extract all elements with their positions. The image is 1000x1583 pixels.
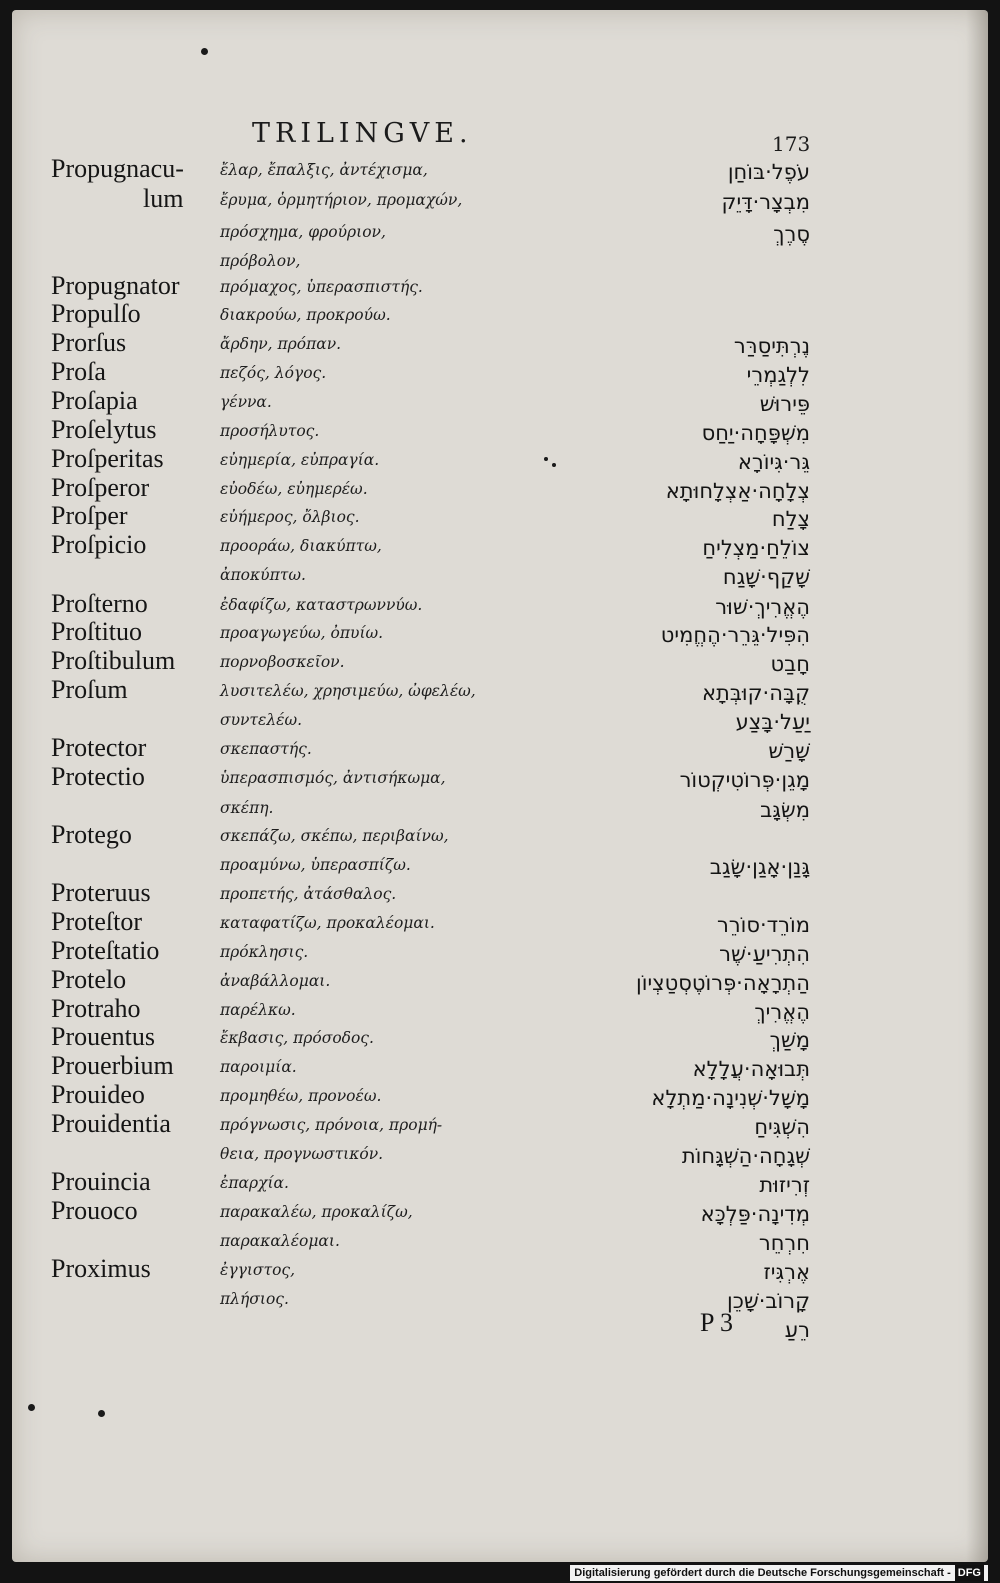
- greek-gloss: γέννα.: [220, 393, 272, 411]
- latin-term: lum: [143, 184, 184, 213]
- hebrew-gloss: הִשְׁגִּיחַ: [754, 1115, 810, 1139]
- entry-row: [12, 878, 988, 912]
- running-header: TRILINGVE.: [252, 118, 473, 149]
- entry-row: [12, 1109, 988, 1143]
- hebrew-gloss: צְלָחָה·אַצְלָחוּתָא: [665, 479, 810, 503]
- latin-term: Proſum: [51, 675, 128, 704]
- greek-gloss: προμηθέω, προνοέω.: [220, 1087, 382, 1105]
- greek-gloss: προαμύνω, ὑπερασπίζω.: [220, 856, 411, 874]
- entry-row: [12, 473, 988, 507]
- latin-term: Propulſo: [51, 299, 141, 328]
- entry-row: [12, 357, 988, 391]
- greek-gloss: πρόκλησις.: [220, 943, 309, 961]
- entry-row: [12, 184, 988, 218]
- latin-term: Protelo: [51, 965, 127, 994]
- hebrew-gloss: שָׁרַשׁ: [768, 739, 810, 763]
- hebrew-gloss: מְדִינָה·פַּלְכָּא: [700, 1202, 810, 1226]
- entry-row: [12, 646, 988, 680]
- hebrew-gloss: חָבַט: [770, 652, 810, 676]
- latin-term: Prouidentia: [51, 1109, 171, 1138]
- hebrew-gloss: מִשְׂגָּב: [760, 798, 810, 822]
- hebrew-gloss: צוֹלֵחַ·מַצְלִיחַ: [702, 536, 810, 560]
- latin-term: Prouoco: [51, 1196, 138, 1225]
- hebrew-gloss: גֵּר·גִּיוֹרָא: [737, 450, 810, 474]
- greek-gloss: εὐήμερος, ὄλβιος.: [220, 508, 360, 526]
- entry-row: [12, 444, 988, 478]
- dfg-logo: DFG: [955, 1565, 984, 1581]
- hebrew-gloss: לִלְגַמְרֵי: [746, 363, 810, 387]
- greek-gloss: παρακαλέω, προκαλίζω,: [220, 1203, 413, 1221]
- hebrew-gloss: הַתְרָאָה·פְּרוֹטֶסְטַצְיוֹן: [636, 971, 810, 995]
- entry-row: [12, 501, 988, 535]
- hebrew-gloss: קֻבָּה·קוּבְּתָא: [701, 681, 810, 705]
- entry-row: [12, 936, 988, 970]
- greek-gloss: συντελέω.: [220, 711, 303, 729]
- entry-row: [12, 1167, 988, 1201]
- entry-row: [12, 589, 988, 623]
- latin-term: Proſperor: [51, 473, 150, 502]
- greek-gloss: ἐδαφίζω, καταστρωννύω.: [220, 596, 423, 614]
- hebrew-gloss: עֹפֶל·בּוֹחַן: [727, 160, 810, 184]
- greek-gloss: θεια, προγνωστικόν.: [220, 1145, 384, 1163]
- latin-term: Proteſtor: [51, 907, 142, 936]
- hebrew-gloss: גָּנַן·אָגַן·שָׂגַב: [709, 855, 810, 879]
- page-number: 173: [772, 132, 811, 156]
- entry-row: [12, 299, 988, 333]
- hebrew-gloss: רֵעַ: [784, 1318, 810, 1342]
- speck-mark: [28, 1404, 35, 1411]
- latin-term: Propugnator: [51, 271, 180, 300]
- latin-term: Proteſtatio: [51, 936, 160, 965]
- latin-term: Prouerbium: [51, 1051, 174, 1080]
- entry-row: [12, 1142, 988, 1172]
- entry-row: [12, 965, 988, 999]
- hebrew-gloss: מִבְצָר·דָּיֵק: [721, 190, 810, 214]
- latin-term: Prorſus: [51, 328, 127, 357]
- entry-row: [12, 328, 988, 362]
- entry-row: [12, 386, 988, 420]
- entry-row: [12, 1254, 988, 1288]
- latin-term: Proſterno: [51, 589, 148, 618]
- greek-gloss: ἔκβασις, πρόσοδος.: [220, 1029, 374, 1047]
- hebrew-gloss: סֶרֶךְ: [773, 222, 810, 246]
- hebrew-gloss: מָשָׁל·שְׁנִינָה·מַתְלָא: [651, 1086, 810, 1110]
- hebrew-gloss: הֶאֱרִיךְ·שׁוּר: [715, 595, 810, 619]
- entry-row: [12, 1229, 988, 1259]
- entry-row: [12, 733, 988, 767]
- greek-gloss: πρόγνωσις, πρόνοια, προμή-: [220, 1116, 443, 1134]
- speck-mark: [98, 1410, 105, 1417]
- hebrew-gloss: חִרְחֵר: [758, 1231, 810, 1255]
- latin-term: Prouentus: [51, 1022, 155, 1051]
- greek-gloss: προπετής, ἀτάσθαλος.: [220, 885, 397, 903]
- greek-gloss: παρακαλέομαι.: [220, 1232, 340, 1250]
- entry-row: [12, 220, 988, 250]
- hebrew-gloss: מָשַׁךְ: [769, 1028, 810, 1052]
- greek-gloss: σκεπάζω, σκέπω, περιβαίνω,: [220, 827, 449, 845]
- hebrew-gloss: מוֹרֵד·סוֹרֵר: [716, 913, 810, 937]
- greek-gloss: πλήσιος.: [220, 1290, 289, 1308]
- greek-gloss: ἔλαρ, ἔπαλξις, ἀντέχισμα,: [220, 161, 428, 179]
- greek-gloss: ἔρυμα, ὁρμητήριον, προμαχών,: [220, 191, 463, 209]
- greek-gloss: πρόβολον,: [220, 252, 301, 270]
- greek-gloss: πεζός, λόγος.: [220, 364, 327, 382]
- latin-term: Prouincia: [51, 1167, 151, 1196]
- speck-mark: [201, 48, 208, 55]
- latin-term: Propugnacu-: [51, 154, 184, 183]
- hebrew-gloss: פֵּירוּשׁ: [759, 392, 810, 416]
- entry-row: [12, 1316, 988, 1346]
- latin-term: Protector: [51, 733, 147, 762]
- greek-gloss: παροιμία.: [220, 1058, 297, 1076]
- entry-row: [12, 675, 988, 709]
- hebrew-gloss: שְׁגָחָה·הַשְׁגָּחוֹת: [681, 1144, 810, 1168]
- hebrew-gloss: זְרִיזוּת: [759, 1173, 810, 1197]
- entry-row: [12, 1051, 988, 1085]
- book-page: [12, 10, 988, 1562]
- latin-term: Protraho: [51, 994, 141, 1023]
- entry-row: [12, 563, 988, 593]
- greek-gloss: εὐοδέω, εὐημερέω.: [220, 480, 368, 498]
- hebrew-gloss: צָלַח: [771, 507, 810, 531]
- latin-term: Prouideo: [51, 1080, 145, 1109]
- hebrew-gloss: מָגֵן·פְּרוֹטִיקְטוֹר: [679, 768, 810, 792]
- hebrew-gloss: הִתְרִיעַ·שֶׁר: [719, 942, 810, 966]
- entry-row: [12, 530, 988, 564]
- greek-gloss: προσήλυτος.: [220, 422, 320, 440]
- greek-gloss: ἀποκύπτω.: [220, 566, 306, 584]
- latin-term: Proſper: [51, 501, 128, 530]
- hebrew-gloss: יַעַל·בָּצַע: [735, 710, 810, 734]
- greek-gloss: πορνοβοσκεῖον.: [220, 653, 345, 671]
- greek-gloss: καταφατίζω, προκαλέομαι.: [220, 914, 435, 932]
- digitization-footer: [570, 1565, 988, 1581]
- greek-gloss: λυσιτελέω, χρησιμεύω, ὠφελέω,: [220, 682, 476, 700]
- greek-gloss: ὑπερασπισμός, ἀντισήκωμα,: [220, 769, 446, 787]
- latin-term: Protectio: [51, 762, 145, 791]
- entry-row: [12, 1287, 988, 1317]
- entry-row: [12, 1196, 988, 1230]
- greek-gloss: πρόσχημα, φρούριον,: [220, 223, 386, 241]
- hebrew-gloss: שָׁקַף·שָׁגַח: [722, 565, 810, 589]
- greek-gloss: πρόμαχος, ὑπερασπιστής.: [220, 278, 423, 296]
- latin-term: Proſtituo: [51, 617, 143, 646]
- hebrew-gloss: הֶאֱרִיךְ: [754, 1000, 810, 1024]
- greek-gloss: προοράω, διακύπτω,: [220, 537, 382, 555]
- latin-term: Proteruus: [51, 878, 151, 907]
- greek-gloss: εὐημερία, εὐπραγία.: [220, 451, 380, 469]
- entry-row: [12, 271, 988, 305]
- latin-term: Protego: [51, 820, 132, 849]
- entry-row: [12, 994, 988, 1028]
- hebrew-gloss: מִשְׁפָּחָה·יַחַס: [701, 421, 810, 445]
- greek-gloss: παρέλκω.: [220, 1001, 296, 1019]
- latin-term: Proſpicio: [51, 530, 147, 559]
- entry-row: [12, 762, 988, 796]
- hebrew-gloss: קָרוֹב·שָׁכֵן: [727, 1289, 810, 1313]
- hebrew-gloss: נֶרְתִּיסַרַּר: [733, 334, 810, 358]
- signature-mark: P 3: [700, 1308, 733, 1337]
- greek-gloss: διακρούω, προκρούω.: [220, 306, 391, 324]
- hebrew-gloss: הִפִּיל·גֵּרֵר·הֶחֱמִיט: [660, 623, 810, 647]
- footer-text: Digitalisierung gefördert durch die Deutsche Forschungsgemeinschaft -: [574, 1567, 951, 1579]
- entry-row: [12, 796, 988, 826]
- latin-term: Proſtibulum: [51, 646, 176, 675]
- greek-gloss: ἐπαρχία.: [220, 1174, 289, 1192]
- hebrew-gloss: תְּבוּאָה·עֲלָלָא: [692, 1057, 810, 1081]
- latin-term: Proſa: [51, 357, 106, 386]
- latin-term: Proſperitas: [51, 444, 164, 473]
- hebrew-gloss: אֶרְגִּיז: [763, 1260, 810, 1284]
- latin-term: Proſelytus: [51, 415, 157, 444]
- entry-row: [12, 820, 988, 854]
- entry-row: [12, 708, 988, 738]
- greek-gloss: ἀναβάλλομαι.: [220, 972, 331, 990]
- entry-row: [12, 853, 988, 883]
- greek-gloss: προαγωγεύω, ὀπυίω.: [220, 624, 384, 642]
- greek-gloss: ἐγγιστος,: [220, 1261, 296, 1279]
- latin-term: Proximus: [51, 1254, 151, 1283]
- greek-gloss: σκεπαστής.: [220, 740, 312, 758]
- greek-gloss: ἄρδην, πρόπαν.: [220, 335, 342, 353]
- latin-term: Proſapia: [51, 386, 138, 415]
- greek-gloss: σκέπη.: [220, 799, 274, 817]
